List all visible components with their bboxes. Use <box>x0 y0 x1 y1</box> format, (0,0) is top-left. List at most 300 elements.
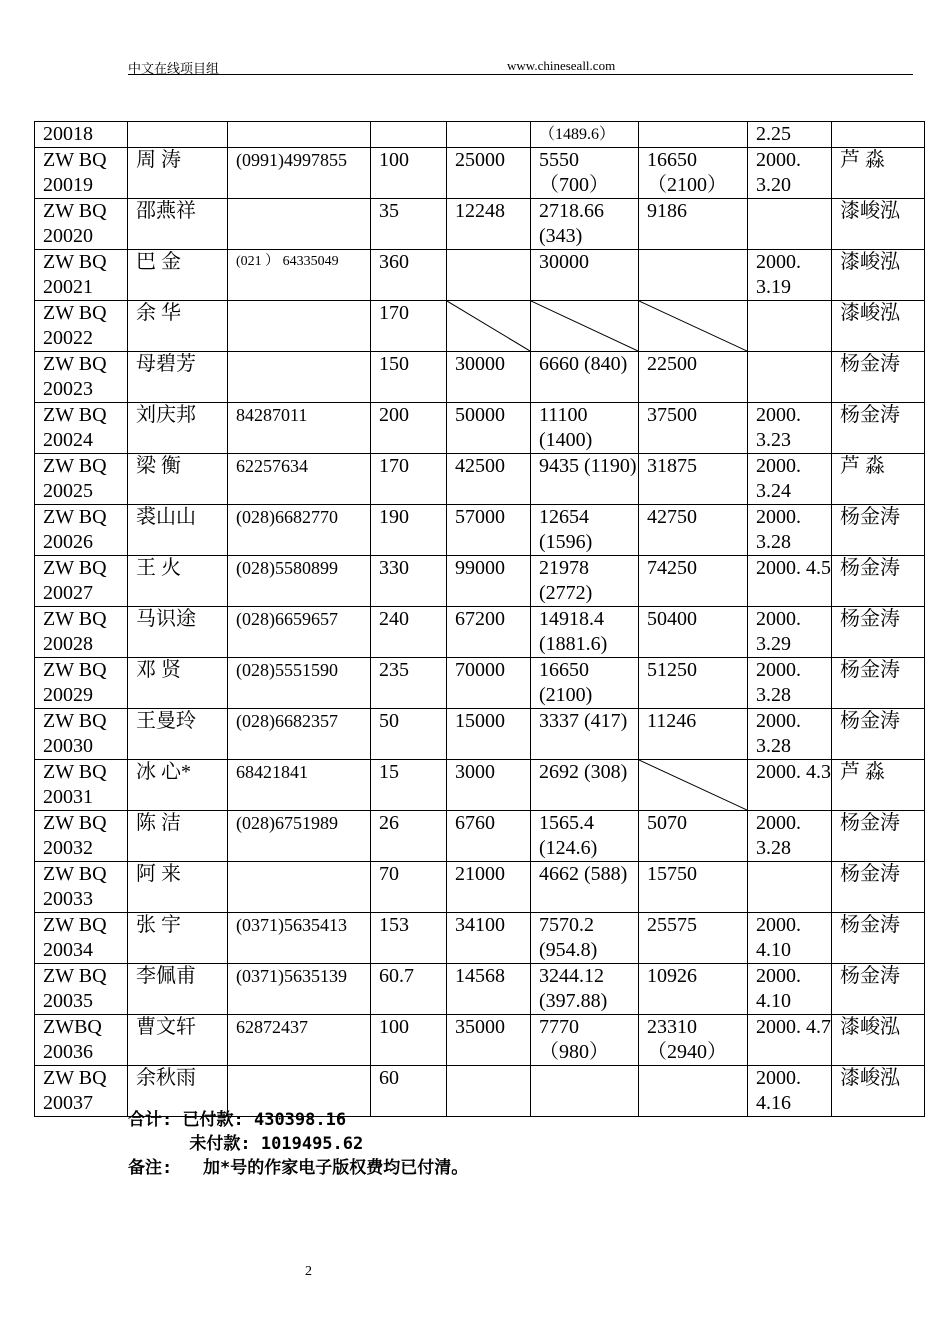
table-row <box>35 454 925 505</box>
col4-cell <box>371 760 447 811</box>
author-id-cell <box>35 709 128 760</box>
cell-text: 2000. 4.10 <box>756 965 801 1012</box>
cell-text: 2692 (308) <box>539 761 628 783</box>
col4-cell <box>371 454 447 505</box>
cell-text: 170 <box>379 455 409 477</box>
col6-cell <box>531 250 639 301</box>
date-cell <box>748 658 832 709</box>
table-row <box>35 122 925 148</box>
cell-text: 2000. 3.28 <box>756 659 801 706</box>
cell-text: 170 <box>379 302 409 324</box>
cell-text: 杨金涛 <box>840 659 900 681</box>
table-row <box>35 148 925 199</box>
cell-text: 14568 <box>455 965 505 987</box>
phone-cell <box>228 760 371 811</box>
cell-text: ZW BQ 20037 <box>43 1067 107 1114</box>
note-text: 加*号的作家电子版权费均已付清。 <box>202 1158 469 1178</box>
cell-text: 30000 <box>539 251 589 273</box>
cell-text: 2000. 3.23 <box>756 404 801 451</box>
author-id-cell <box>35 658 128 709</box>
cell-text: 王曼玲 <box>136 710 196 732</box>
cell-text: ZW BQ 20025 <box>43 455 107 502</box>
phone-cell <box>228 122 371 148</box>
col7-cell <box>639 301 748 352</box>
staff-cell <box>832 148 925 199</box>
cell-text: 2000. 4.3 <box>756 761 831 783</box>
cell-text: 2000. 4.16 <box>756 1067 801 1114</box>
col7-cell <box>639 122 748 148</box>
staff-cell <box>832 556 925 607</box>
col6-cell <box>531 199 639 250</box>
phone-cell <box>228 709 371 760</box>
cell-text: 25575 <box>647 914 697 936</box>
author-id-cell <box>35 913 128 964</box>
staff-cell <box>832 250 925 301</box>
author-id-cell <box>35 301 128 352</box>
author-name-cell <box>128 505 228 556</box>
col7-cell <box>639 862 748 913</box>
cell-text: 70000 <box>455 659 505 681</box>
cell-text: 张 宇 <box>136 914 181 936</box>
cell-text: 360 <box>379 251 409 273</box>
cell-text: 68421841 <box>236 762 308 782</box>
cell-text: (0991)4997855 <box>236 150 347 170</box>
table-row <box>35 1015 925 1066</box>
col5-cell <box>447 403 531 454</box>
staff-cell <box>832 811 925 862</box>
author-id-cell <box>35 199 128 250</box>
col5-cell <box>447 301 531 352</box>
cell-text: 2000. 3.29 <box>756 608 801 655</box>
col4-cell <box>371 658 447 709</box>
cell-text: 42750 <box>647 506 697 528</box>
cell-text: 70 <box>379 863 399 885</box>
date-cell <box>748 709 832 760</box>
cell-text: (028)6682770 <box>236 507 338 527</box>
col4-cell <box>371 862 447 913</box>
cell-text: 37500 <box>647 404 697 426</box>
date-cell <box>748 607 832 658</box>
col6-cell <box>531 709 639 760</box>
header-divider <box>128 74 913 75</box>
author-name-cell <box>128 1015 228 1066</box>
table-row <box>35 199 925 250</box>
col6-cell <box>531 811 639 862</box>
author-id-cell <box>35 250 128 301</box>
author-name-cell <box>128 811 228 862</box>
cell-text: 14918.4 (1881.6) <box>539 608 608 655</box>
cell-text: 200 <box>379 404 409 426</box>
cell-text: 35000 <box>455 1016 505 1038</box>
table-row <box>35 505 925 556</box>
cell-text: 2000. 4.7 <box>756 1016 831 1038</box>
cell-text: 42500 <box>455 455 505 477</box>
col4-cell <box>371 607 447 658</box>
phone-cell <box>228 403 371 454</box>
col4-cell <box>371 709 447 760</box>
cell-text: (028)5580899 <box>236 558 338 578</box>
cell-text: 190 <box>379 506 409 528</box>
cell-text: 杨金涛 <box>840 353 900 375</box>
phone-cell <box>228 913 371 964</box>
col7-cell <box>639 505 748 556</box>
cell-text: 35 <box>379 200 399 222</box>
cell-text: ZW BQ 20023 <box>43 353 107 400</box>
cell-text: 6760 <box>455 812 495 834</box>
cell-text: 梁 衡 <box>136 455 181 477</box>
author-name-cell <box>128 454 228 505</box>
col5-cell <box>447 964 531 1015</box>
diagonal-strike <box>639 760 747 810</box>
cell-text: 芦 淼 <box>840 149 885 171</box>
cell-text: ZWBQ 20036 <box>43 1016 102 1063</box>
date-cell <box>748 556 832 607</box>
cell-text: 50000 <box>455 404 505 426</box>
author-name-cell <box>128 352 228 403</box>
staff-cell <box>832 454 925 505</box>
cell-text: 巴 金 <box>136 251 181 273</box>
col6-cell <box>531 964 639 1015</box>
header-left: 中文在线项目组 <box>128 61 220 76</box>
col4-cell <box>371 403 447 454</box>
staff-cell <box>832 352 925 403</box>
cell-text: 74250 <box>647 557 697 579</box>
author-id-cell <box>35 352 128 403</box>
author-id-cell <box>35 122 128 148</box>
cell-text: 3000 <box>455 761 495 783</box>
cell-text: 漆峻泓 <box>840 1067 900 1089</box>
cell-text: 2000. 4.5 <box>756 557 831 579</box>
cell-text: 5070 <box>647 812 687 834</box>
cell-text: 芦 淼 <box>840 455 885 477</box>
author-id-cell <box>35 811 128 862</box>
col6-cell <box>531 760 639 811</box>
cell-text: (0371)5635139 <box>236 966 347 986</box>
staff-cell <box>832 403 925 454</box>
staff-cell <box>832 760 925 811</box>
cell-text: 杨金涛 <box>840 506 900 528</box>
staff-cell <box>832 964 925 1015</box>
table-row <box>35 403 925 454</box>
col7-cell <box>639 913 748 964</box>
cell-text: 15 <box>379 761 399 783</box>
cell-text: 34100 <box>455 914 505 936</box>
author-id-cell <box>35 760 128 811</box>
col4-cell <box>371 505 447 556</box>
col6-cell <box>531 913 639 964</box>
col7-cell <box>639 250 748 301</box>
col6-cell <box>531 505 639 556</box>
paid-amount: 已付款: 430398.16 <box>182 1110 347 1130</box>
cell-text: 芦 淼 <box>840 761 885 783</box>
col4-cell <box>371 352 447 403</box>
cell-text: ZW BQ 20021 <box>43 251 107 298</box>
cell-text: 5550 （700） <box>539 149 609 196</box>
cell-text: (028)5551590 <box>236 660 338 680</box>
col6-cell <box>531 122 639 148</box>
author-name-cell <box>128 556 228 607</box>
col6-cell <box>531 454 639 505</box>
cell-text: 杨金涛 <box>840 914 900 936</box>
cell-text: 15000 <box>455 710 505 732</box>
cell-text: 冰 心* <box>136 761 191 783</box>
date-cell <box>748 913 832 964</box>
staff-cell <box>832 709 925 760</box>
cell-text: ZW BQ 20028 <box>43 608 107 655</box>
cell-text: 曹文轩 <box>136 1016 196 1038</box>
staff-cell <box>832 913 925 964</box>
col7-cell <box>639 1015 748 1066</box>
col7-cell <box>639 964 748 1015</box>
cell-text: 57000 <box>455 506 505 528</box>
cell-text: 60.7 <box>379 965 414 987</box>
col7-cell <box>639 607 748 658</box>
col4-cell <box>371 913 447 964</box>
author-id-cell <box>35 148 128 199</box>
cell-text: 9435 (1190) <box>539 455 637 477</box>
col7-cell <box>639 403 748 454</box>
date-cell <box>748 148 832 199</box>
cell-text: 67200 <box>455 608 505 630</box>
cell-text: ZW BQ 20026 <box>43 506 107 553</box>
col5-cell <box>447 607 531 658</box>
cell-text: 3337 (417) <box>539 710 628 732</box>
summary-block <box>128 1108 468 1180</box>
date-cell <box>748 862 832 913</box>
col6-cell <box>531 403 639 454</box>
diagonal-strike <box>447 301 530 351</box>
author-id-cell <box>35 862 128 913</box>
cell-text: 7570.2 (954.8) <box>539 914 598 961</box>
cell-text: 15750 <box>647 863 697 885</box>
col6-cell <box>531 148 639 199</box>
cell-text: 62872437 <box>236 1017 308 1037</box>
cell-text: 杨金涛 <box>840 557 900 579</box>
cell-text: 杨金涛 <box>840 608 900 630</box>
cell-text: 99000 <box>455 557 505 579</box>
phone-cell <box>228 352 371 403</box>
col5-cell <box>447 352 531 403</box>
author-name-cell <box>128 862 228 913</box>
author-name-cell <box>128 122 228 148</box>
author-id-cell <box>35 1066 128 1117</box>
staff-cell <box>832 1015 925 1066</box>
phone-cell <box>228 1015 371 1066</box>
cell-text: 漆峻泓 <box>840 1016 900 1038</box>
diagonal-strike <box>531 301 638 351</box>
cell-text: 330 <box>379 557 409 579</box>
col7-cell <box>639 148 748 199</box>
cell-text: 22500 <box>647 353 697 375</box>
col5-cell <box>447 199 531 250</box>
date-cell <box>748 505 832 556</box>
cell-text: ZW BQ 20035 <box>43 965 107 1012</box>
staff-cell <box>832 122 925 148</box>
col4-cell <box>371 811 447 862</box>
cell-text: 漆峻泓 <box>840 302 900 324</box>
phone-cell <box>228 811 371 862</box>
staff-cell <box>832 658 925 709</box>
cell-text: （1489.6） <box>539 126 616 143</box>
cell-text: 杨金涛 <box>840 710 900 732</box>
cell-text: (028)6751989 <box>236 813 338 833</box>
cell-text: ZW BQ 20020 <box>43 200 107 247</box>
cell-text: 7770 （980） <box>539 1016 609 1063</box>
cell-text: 60 <box>379 1067 399 1089</box>
date-cell <box>748 403 832 454</box>
author-name-cell <box>128 301 228 352</box>
date-cell <box>748 454 832 505</box>
col5-cell <box>447 709 531 760</box>
table-row <box>35 556 925 607</box>
cell-text: 2000. 3.28 <box>756 506 801 553</box>
date-cell <box>748 250 832 301</box>
col5-cell <box>447 505 531 556</box>
col7-cell <box>639 454 748 505</box>
col4-cell <box>371 1015 447 1066</box>
cell-text: 11100 (1400) <box>539 404 593 451</box>
author-name-cell <box>128 964 228 1015</box>
cell-text: 2000. 3.20 <box>756 149 801 196</box>
cell-text: 16650 (2100) <box>539 659 593 706</box>
table-row <box>35 760 925 811</box>
col5-cell <box>447 1015 531 1066</box>
date-cell <box>748 1015 832 1066</box>
phone-cell <box>228 964 371 1015</box>
col7-cell <box>639 1066 748 1117</box>
note-label: 备注: <box>128 1158 173 1178</box>
cell-text: 25000 <box>455 149 505 171</box>
cell-text: 2.25 <box>756 123 791 145</box>
staff-cell <box>832 862 925 913</box>
cell-text: 235 <box>379 659 409 681</box>
cell-text: (028)6682357 <box>236 711 338 731</box>
col5-cell <box>447 658 531 709</box>
cell-text: ZW BQ 20019 <box>43 149 107 196</box>
author-name-cell <box>128 658 228 709</box>
cell-text: 2718.66 (343) <box>539 200 604 247</box>
cell-text: 邵燕祥 <box>136 200 196 222</box>
cell-text: 余秋雨 <box>136 1067 196 1089</box>
royalty-table <box>34 121 925 1117</box>
cell-text: 2000. 4.10 <box>756 914 801 961</box>
cell-text: 10926 <box>647 965 697 987</box>
col4-cell <box>371 301 447 352</box>
cell-text: 漆峻泓 <box>840 251 900 273</box>
cell-text: 周 涛 <box>136 149 181 171</box>
cell-text: 6660 (840) <box>539 353 628 375</box>
cell-text: 李佩甫 <box>136 965 196 987</box>
cell-text: 2000. 3.24 <box>756 455 801 502</box>
table-row <box>35 709 925 760</box>
author-id-cell <box>35 556 128 607</box>
col4-cell <box>371 122 447 148</box>
cell-text: 刘庆邦 <box>136 404 196 426</box>
date-cell <box>748 1066 832 1117</box>
phone-cell <box>228 148 371 199</box>
author-name-cell <box>128 709 228 760</box>
author-id-cell <box>35 403 128 454</box>
cell-text: 2000. 3.28 <box>756 812 801 859</box>
author-name-cell <box>128 607 228 658</box>
unpaid-amount: 未付款: 1019495.62 <box>189 1134 364 1154</box>
author-name-cell <box>128 760 228 811</box>
col5-cell <box>447 760 531 811</box>
cell-text: 62257634 <box>236 456 308 476</box>
table-row <box>35 913 925 964</box>
cell-text: 阿 来 <box>136 863 181 885</box>
table-row <box>35 250 925 301</box>
phone-cell <box>228 199 371 250</box>
staff-cell <box>832 199 925 250</box>
cell-text: 杨金涛 <box>840 965 900 987</box>
cell-text: 9186 <box>647 200 687 222</box>
cell-text: 150 <box>379 353 409 375</box>
cell-text: 2000. 3.19 <box>756 251 801 298</box>
cell-text: 3244.12 (397.88) <box>539 965 608 1012</box>
cell-text: ZW BQ 20022 <box>43 302 107 349</box>
cell-text: 20018 <box>43 123 93 145</box>
col7-cell <box>639 760 748 811</box>
col6-cell <box>531 301 639 352</box>
cell-text: 王 火 <box>136 557 181 579</box>
date-cell <box>748 122 832 148</box>
cell-text: 漆峻泓 <box>840 200 900 222</box>
phone-cell <box>228 658 371 709</box>
author-name-cell <box>128 199 228 250</box>
table-row <box>35 607 925 658</box>
staff-cell <box>832 1066 925 1117</box>
cell-text: 50 <box>379 710 399 732</box>
staff-cell <box>832 607 925 658</box>
table-row <box>35 352 925 403</box>
phone-cell <box>228 556 371 607</box>
col5-cell <box>447 250 531 301</box>
cell-text: ZW BQ 20032 <box>43 812 107 859</box>
cell-text: 2000. 3.28 <box>756 710 801 757</box>
col4-cell <box>371 964 447 1015</box>
col7-cell <box>639 352 748 403</box>
col6-cell <box>531 607 639 658</box>
col4-cell <box>371 148 447 199</box>
cell-text: 马识途 <box>136 608 196 630</box>
staff-cell <box>832 301 925 352</box>
cell-text: 邓 贤 <box>136 659 181 681</box>
cell-text: 母碧芳 <box>136 353 196 375</box>
cell-text: 余 华 <box>136 302 181 324</box>
col4-cell <box>371 199 447 250</box>
phone-cell <box>228 301 371 352</box>
staff-cell <box>832 505 925 556</box>
cell-text: 23310 （2940） <box>647 1016 727 1063</box>
cell-text: 31875 <box>647 455 697 477</box>
cell-text: 杨金涛 <box>840 404 900 426</box>
col7-cell <box>639 709 748 760</box>
author-id-cell <box>35 505 128 556</box>
cell-text: ZW BQ 20024 <box>43 404 107 451</box>
phone-cell <box>228 250 371 301</box>
table-row <box>35 862 925 913</box>
cell-text: 16650 （2100） <box>647 149 727 196</box>
cell-text: ZW BQ 20033 <box>43 863 107 910</box>
col5-cell <box>447 454 531 505</box>
col6-cell <box>531 658 639 709</box>
table-row <box>35 301 925 352</box>
cell-text: 1565.4 (124.6) <box>539 812 598 859</box>
cell-text: ZW BQ 20029 <box>43 659 107 706</box>
total-label: 合计: <box>128 1110 173 1130</box>
col5-cell <box>447 556 531 607</box>
